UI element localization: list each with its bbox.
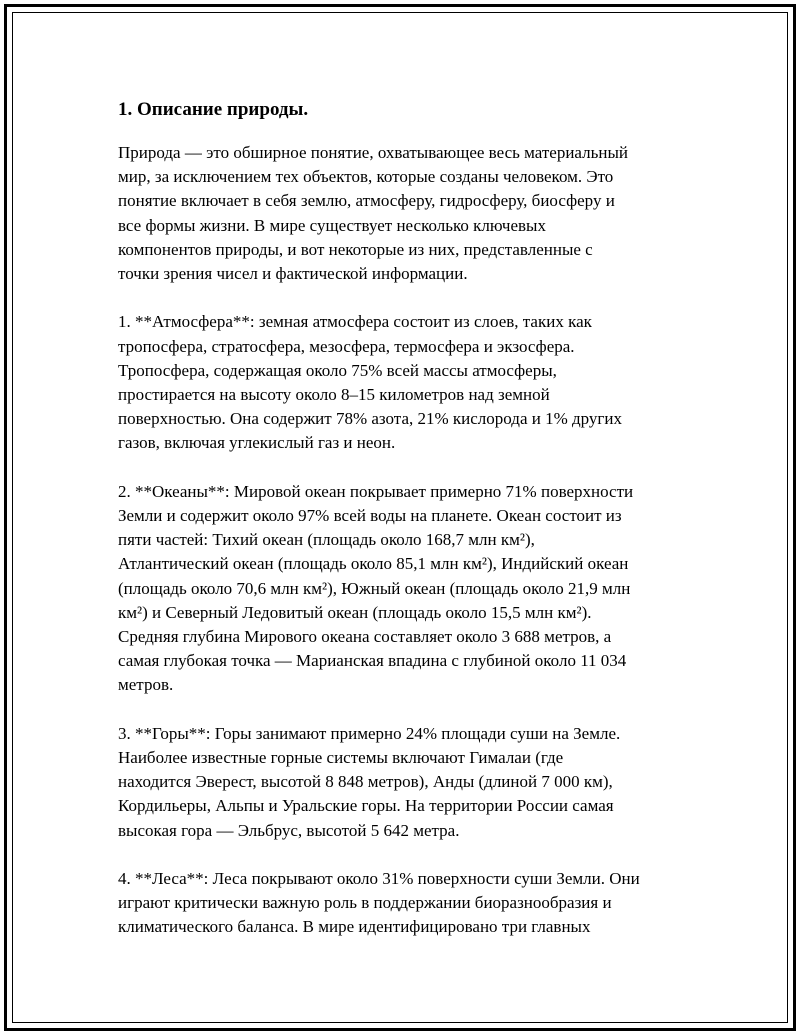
paragraph-1 xyxy=(118,141,693,286)
paragraph-5 xyxy=(118,867,693,940)
text-line: поверхностью. Она содержит 78% азота, 21% кислорода и 1% других xyxy=(118,409,622,429)
text-line: (площадь около 70,6 млн км²), Южный океан (площадь около 21,9 млн xyxy=(118,578,631,598)
text-line: высокая гора — Эльбрус, высотой 5 642 метра. xyxy=(118,820,460,840)
paragraph-3 xyxy=(118,480,693,698)
paragraph-list xyxy=(118,141,693,940)
text-line: компонентов природы, и вот некоторые из них, представленные с xyxy=(118,239,593,259)
text-line: Земли и содержит около 97% всей воды на планете. Океан состоит из xyxy=(118,506,622,526)
text-line: Атлантический океан (площадь около 85,1 млн км²), Индийский океан xyxy=(118,554,629,574)
text-line: понятие включает в себя землю, атмосферу, гидросферу, биосферу и xyxy=(118,191,615,211)
text-line: Тропосфера, содержащая около 75% всей массы атмосферы, xyxy=(118,360,557,380)
text-line: играют критически важную роль в поддержании биоразнообразия и xyxy=(118,893,612,913)
text-line: климатического баланса. В мире идентифицировано три главных xyxy=(118,917,591,937)
document-body xyxy=(118,97,693,964)
text-line: самая глубокая точка — Марианская впадина с глубиной около 11 034 xyxy=(118,651,627,671)
text-line: Наиболее известные горные системы включают Гималаи (где xyxy=(118,748,564,768)
text-line: 4. **Леса**: Леса покрывают около 31% поверхности суши Земли. Они xyxy=(118,869,640,889)
text-line: простирается на высоту около 8–15 километров над земной xyxy=(118,385,550,405)
text-line: пяти частей: Тихий океан (площадь около 168,7 млн км²), xyxy=(118,530,535,550)
text-line: км²) и Северный Ледовитый океан (площадь около 15,5 млн км²). xyxy=(118,602,592,622)
text-line: находится Эверест, высотой 8 848 метров), Анды (длиной 7 000 км), xyxy=(118,772,613,792)
paragraph-2 xyxy=(118,310,693,455)
text-line: 2. **Океаны**: Мировой океан покрывает примерно 71% поверхности xyxy=(118,481,634,501)
text-line: точки зрения чисел и фактической информации. xyxy=(118,264,468,284)
text-line: Кордильеры, Альпы и Уральские горы. На территории России самая xyxy=(118,796,614,816)
text-line: все формы жизни. В мире существует несколько ключевых xyxy=(118,215,546,235)
text-line: Природа — это обширное понятие, охватывающее весь материальный xyxy=(118,143,628,162)
document-page xyxy=(4,4,796,1031)
text-line: тропосфера, стратосфера, мезосфера, термосфера и экзосфера. xyxy=(118,336,575,356)
text-line: Средняя глубина Мирового океана составляет около 3 688 метров, а xyxy=(118,627,612,647)
text-line: мир, за исключением тех объектов, которые созданы человеком. Это xyxy=(118,167,614,187)
text-line: газов, включая углекислый газ и неон. xyxy=(118,433,396,453)
text-line: 3. **Горы**: Горы занимают примерно 24% площади суши на Земле. xyxy=(118,723,621,743)
text-line: 1. **Атмосфера**: земная атмосфера состоит из слоев, таких как xyxy=(118,312,592,332)
section-heading: 1. Описание природы. xyxy=(118,99,309,120)
paragraph-4 xyxy=(118,722,693,843)
text-line: метров. xyxy=(118,675,174,695)
